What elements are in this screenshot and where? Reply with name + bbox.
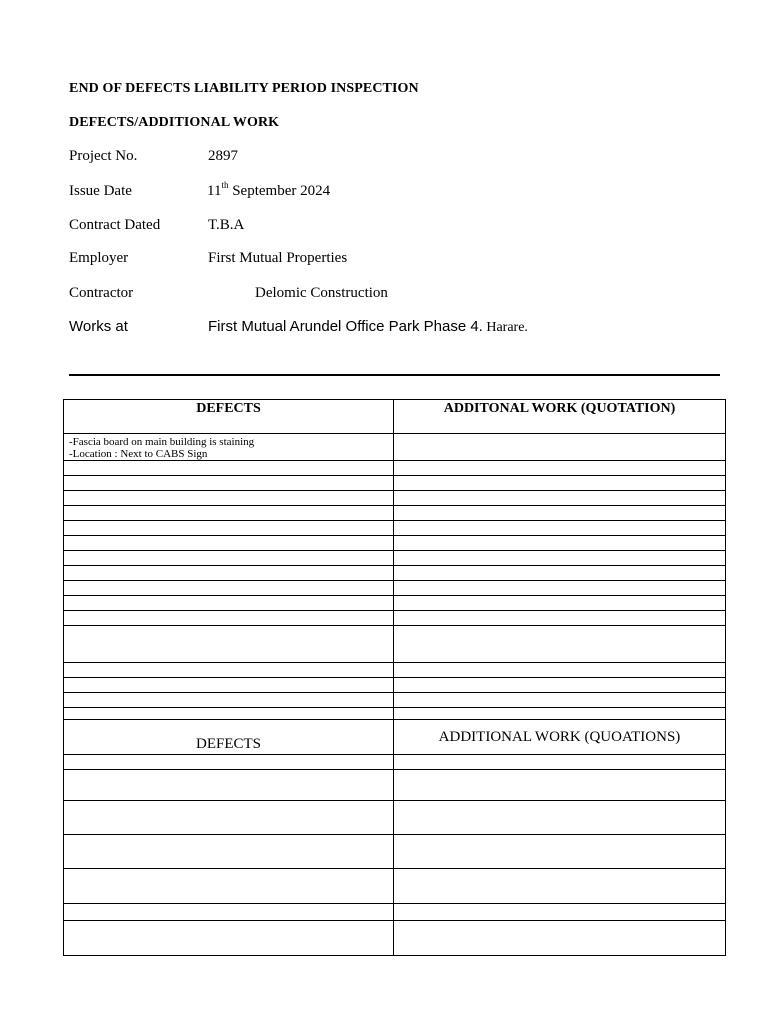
additional-work-cell[interactable]: [394, 434, 726, 461]
table-row: [64, 835, 726, 869]
document-subtitle: DEFECTS/ADDITIONAL WORK: [69, 115, 280, 130]
table-row: [64, 476, 726, 491]
document-title: END OF DEFECTS LIABILITY PERIOD INSPECTION: [69, 81, 419, 96]
project-no-label: Project No.: [69, 148, 138, 164]
issue-date-suffix: th: [221, 180, 229, 190]
additional-work-cell[interactable]: [394, 835, 726, 869]
works-at-value: [208, 318, 528, 336]
table-row: [64, 869, 726, 904]
defect-entry-line: -Fascia board on main building is staining: [69, 436, 255, 448]
defect-cell[interactable]: [64, 536, 394, 551]
additional-work-cell[interactable]: [394, 869, 726, 904]
defect-cell[interactable]: [64, 904, 394, 921]
table-row: [64, 461, 726, 476]
table-row: [64, 693, 726, 708]
additional-work-cell[interactable]: [394, 770, 726, 801]
defect-entry-cell[interactable]: [64, 434, 394, 461]
defect-cell[interactable]: [64, 693, 394, 708]
defect-cell[interactable]: [64, 835, 394, 869]
table-row: [64, 536, 726, 551]
defect-cell[interactable]: [64, 506, 394, 521]
defect-cell[interactable]: [64, 521, 394, 536]
table-row: [64, 770, 726, 801]
additional-work-cell[interactable]: [394, 755, 726, 770]
defect-cell[interactable]: [64, 770, 394, 801]
table-row: [64, 521, 726, 536]
defect-cell[interactable]: [64, 921, 394, 956]
defect-cell[interactable]: [64, 611, 394, 626]
table-row: [64, 491, 726, 506]
table-row: [64, 551, 726, 566]
additional-work-cell[interactable]: [394, 566, 726, 581]
defect-cell[interactable]: [64, 581, 394, 596]
horizontal-rule: [69, 374, 720, 376]
works-at-location: First Mutual Arundel Office Park Phase 4.: [208, 318, 483, 335]
employer-value: First Mutual Properties: [208, 250, 348, 266]
table-row: [64, 663, 726, 678]
defect-cell[interactable]: [64, 461, 394, 476]
table-row: [64, 596, 726, 611]
defect-cell[interactable]: [64, 566, 394, 581]
defect-cell[interactable]: [64, 491, 394, 506]
issue-date-label: Issue Date: [69, 183, 132, 199]
additional-work-cell[interactable]: [394, 581, 726, 596]
defect-cell[interactable]: [64, 801, 394, 835]
issue-date-day: 11: [207, 183, 222, 199]
additional-work-cell[interactable]: [394, 596, 726, 611]
additional-work-cell[interactable]: [394, 536, 726, 551]
additional-work-cell[interactable]: [394, 611, 726, 626]
defect-cell[interactable]: [64, 708, 394, 720]
additional-work-cell[interactable]: [394, 491, 726, 506]
issue-date-rest: September 2024: [228, 183, 331, 199]
additional-work-cell[interactable]: [394, 506, 726, 521]
defect-cell[interactable]: [64, 476, 394, 491]
table-row: [64, 506, 726, 521]
additional-work-cell[interactable]: [394, 708, 726, 720]
defect-cell[interactable]: [64, 755, 394, 770]
works-at-label: Works at: [69, 318, 128, 335]
defects-header: DEFECTS: [64, 400, 394, 434]
additional-work-cell[interactable]: [394, 521, 726, 536]
issue-date-value: [207, 180, 331, 200]
defects-header-2: DEFECTS: [64, 720, 394, 755]
defect-cell[interactable]: [64, 626, 394, 663]
table-row: [64, 626, 726, 663]
additional-work-cell[interactable]: [394, 921, 726, 956]
additional-work-header: ADDITONAL WORK (QUOTATION): [394, 400, 726, 434]
table-row: [64, 434, 726, 461]
additional-work-cell[interactable]: [394, 663, 726, 678]
additional-work-cell[interactable]: [394, 678, 726, 693]
table-header-row: [64, 400, 726, 434]
additional-work-cell[interactable]: [394, 476, 726, 491]
additional-work-cell[interactable]: [394, 904, 726, 921]
additional-work-cell[interactable]: [394, 461, 726, 476]
defect-cell[interactable]: [64, 869, 394, 904]
additional-work-cell[interactable]: [394, 551, 726, 566]
table-row: [64, 611, 726, 626]
table-row: [64, 581, 726, 596]
table-row: [64, 904, 726, 921]
table-header-row-2: [64, 720, 726, 755]
additional-work-cell[interactable]: [394, 693, 726, 708]
table-row: [64, 678, 726, 693]
defect-cell[interactable]: [64, 678, 394, 693]
contract-dated-label: Contract Dated: [69, 217, 161, 233]
table-row: [64, 801, 726, 835]
table-row: [64, 921, 726, 956]
defect-cell[interactable]: [64, 551, 394, 566]
additional-work-cell[interactable]: [394, 626, 726, 663]
defect-cell[interactable]: [64, 596, 394, 611]
contractor-value: Delomic Construction: [255, 285, 388, 301]
table-row: [64, 708, 726, 720]
table-row: [64, 566, 726, 581]
contract-dated-value: T.B.A: [208, 217, 245, 233]
defect-entry-line: -Location : Next to CABS Sign: [69, 448, 208, 460]
additional-work-cell[interactable]: [394, 801, 726, 835]
contractor-label: Contractor: [69, 285, 134, 301]
additional-work-header-2: ADDITIONAL WORK (QUOATIONS): [394, 720, 726, 755]
defects-table: [63, 399, 726, 956]
table-row: [64, 755, 726, 770]
defect-cell[interactable]: [64, 663, 394, 678]
works-at-city: Harare.: [482, 320, 528, 335]
employer-label: Employer: [69, 250, 129, 266]
project-no-value: 2897: [208, 148, 238, 164]
